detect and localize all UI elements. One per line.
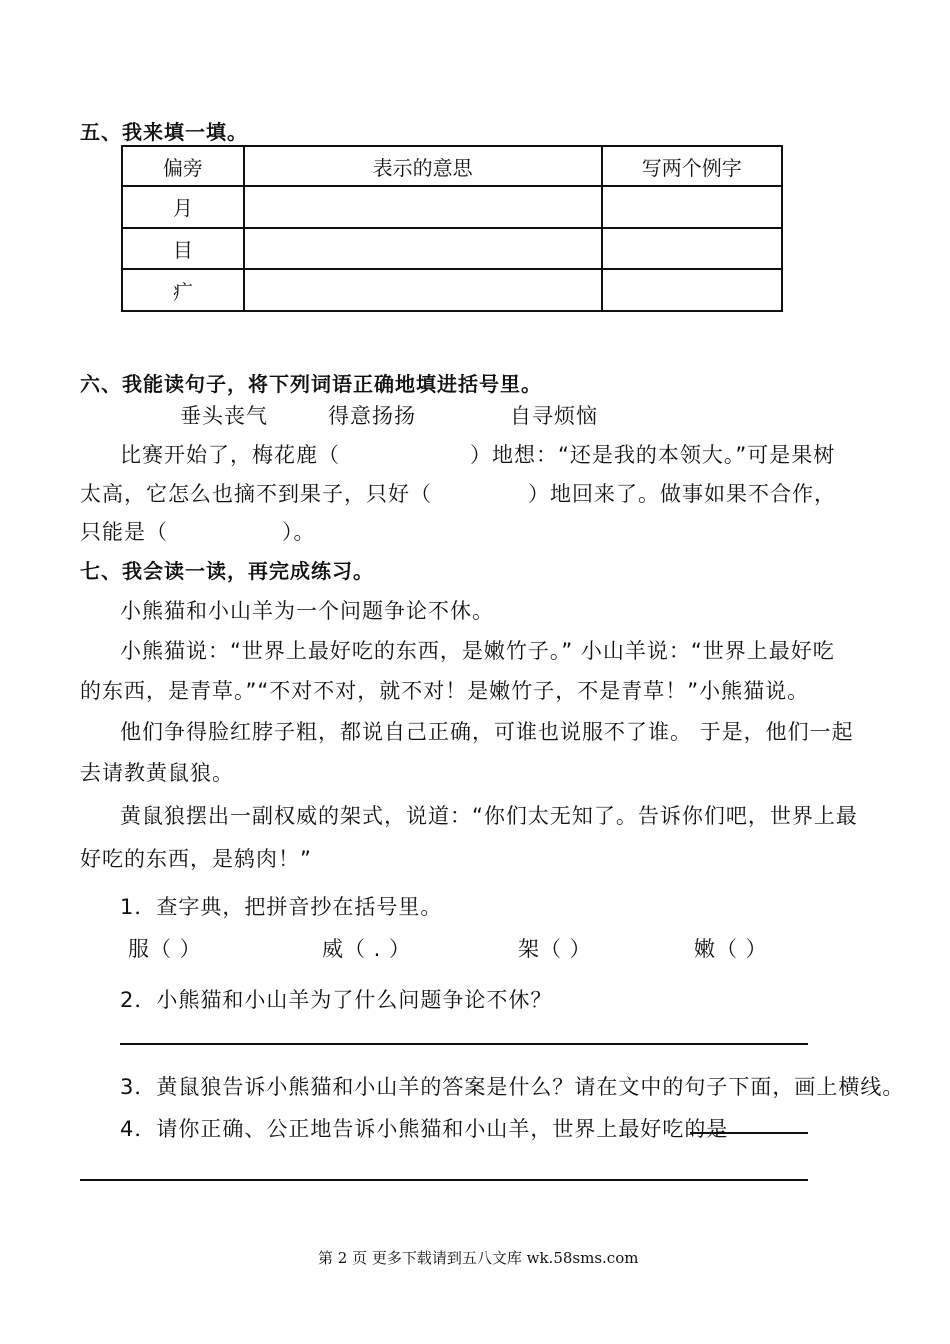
sentence-line-3b: ）。 <box>282 520 316 544</box>
table-cell-examples[interactable] <box>602 186 782 228</box>
pinyin-blank[interactable]: 嫩（ ） <box>694 937 768 961</box>
answer-blank[interactable] <box>690 1132 808 1134</box>
table-cell-meaning[interactable] <box>244 186 602 228</box>
question-1: 1．查字典，把拼音抄在括号里。 <box>120 895 443 919</box>
table-row <box>122 186 782 228</box>
table-row <box>122 269 782 311</box>
question-4: 4．请你正确、公正地告诉小熊猫和小山羊，世界上最好吃的是 <box>120 1117 729 1141</box>
table-header-examples: 写两个例字 <box>602 146 782 186</box>
passage-line: 好吃的东西，是鸫肉！” <box>80 847 312 871</box>
table-header-radical: 偏旁 <box>122 146 244 186</box>
sentence-line-2b: ）地回来了。做事如果不合作， <box>528 482 836 506</box>
table-cell-radical: 月 <box>122 186 244 228</box>
word-option: 垂头丧气 <box>180 404 268 428</box>
section-5-title: 五、我来填一填。 <box>80 120 248 144</box>
table-header-row <box>122 146 782 186</box>
page-footer: 第 2 页 更多下载请到五八文库 wk.58sms.com <box>318 1249 639 1267</box>
table-cell-examples[interactable] <box>602 228 782 270</box>
table-cell-meaning[interactable] <box>244 269 602 311</box>
table-cell-radical: 目 <box>122 228 244 270</box>
passage-line: 小熊猫说：“世界上最好吃的东西，是嫩竹子。” 小山羊说：“世界上最好吃 <box>120 639 835 663</box>
pinyin-blank[interactable]: 架（ ） <box>518 937 592 961</box>
radical-table <box>121 145 783 312</box>
sentence-line-3a: 只能是（ <box>80 520 168 544</box>
word-option: 得意扬扬 <box>328 404 416 428</box>
sentence-line-2a: 太高，它怎么也摘不到果子，只好（ <box>80 482 432 506</box>
passage-line: 他们争得脸红脖子粗，都说自己正确，可谁也说服不了谁。 于是，他们一起 <box>120 720 854 744</box>
table-header-meaning: 表示的意思 <box>244 146 602 186</box>
table-cell-meaning[interactable] <box>244 228 602 270</box>
pinyin-blank[interactable]: 服（ ） <box>128 937 202 961</box>
passage-line: 去请教黄鼠狼。 <box>80 761 234 785</box>
sentence-line-1b: ）地想：“还是我的本领大。”可是果树 <box>470 443 836 467</box>
section-7-title: 七、我会读一读，再完成练习。 <box>80 559 374 583</box>
table-row <box>122 228 782 270</box>
passage-line: 小熊猫和小山羊为一个问题争论不休。 <box>120 599 494 623</box>
section-6-title: 六、我能读句子，将下列词语正确地填进括号里。 <box>80 372 542 396</box>
answer-line[interactable] <box>80 1179 808 1181</box>
word-option: 自寻烦恼 <box>510 404 598 428</box>
question-3: 3．黄鼠狼告诉小熊猫和小山羊的答案是什么？请在文中的句子下面，画上横线。 <box>120 1075 905 1099</box>
passage-line: 的东西，是青草。”“不对不对，就不对！是嫩竹子，不是青草！”小熊猫说。 <box>80 679 810 703</box>
pinyin-blank[interactable]: 威（ . ） <box>322 937 412 961</box>
table-cell-examples[interactable] <box>602 269 782 311</box>
answer-line[interactable] <box>120 1043 808 1045</box>
table-cell-radical: 疒 <box>122 269 244 311</box>
sentence-line-1a: 比赛开始了，梅花鹿（ <box>120 443 340 467</box>
passage-line: 黄鼠狼摆出一副权威的架式，说道：“你们太无知了。告诉你们吧，世界上最 <box>120 804 858 828</box>
question-2: 2．小熊猫和小山羊为了什么问题争论不休？ <box>120 988 553 1012</box>
